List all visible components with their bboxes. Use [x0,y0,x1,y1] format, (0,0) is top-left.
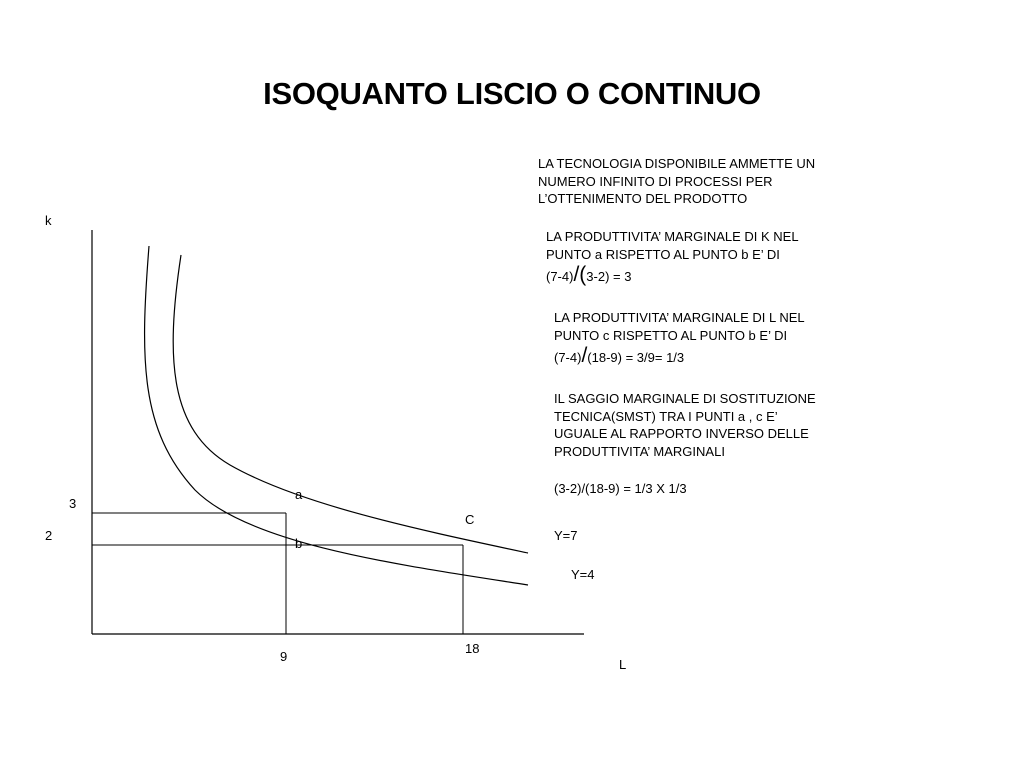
y-tick-3: 3 [69,496,77,511]
note-line: NUMERO INFINITO DI PROCESSI PER [538,173,773,189]
note-line: LA TECNOLOGIA DISPONIBILE AMMETTE UN [538,156,816,171]
note-line: IL SAGGIO MARGINALE DI SOSTITUZIONE [554,391,816,406]
curve-label-y7: Y=7 [554,528,578,543]
slide-title: ISOQUANTO LISCIO O CONTINUO [263,76,761,111]
formula-denominator: (18-9) = 3/9= 1/3 [587,350,685,365]
formula-marginal-product-k [546,263,632,286]
note-marginal-product-l [554,309,805,344]
x-tick-9: 9 [280,649,288,664]
point-c-label: C [465,512,475,527]
note-line: UGUALE AL RAPPORTO INVERSO DELLE [554,426,809,441]
x-axis-label: L [619,657,627,672]
note-line: LA PRODUTTIVITA’ MARGINALE DI L NEL [554,310,805,325]
note-line: LA PRODUTTIVITA’ MARGINALE DI K NEL [546,229,799,244]
note-line: PUNTO a RISPETTO AL PUNTO b E’ DI [546,246,780,262]
point-b-label: b [295,536,303,551]
y-axis-label: k [45,213,52,228]
note-line: TECNICA(SMST) TRA I PUNTI a , c E’ [554,408,778,424]
y-tick-2: 2 [45,528,53,543]
formula-numerator: (7-4) [554,350,582,365]
x-tick-18: 18 [465,641,480,656]
note-smst [554,390,816,460]
note-technology [538,155,815,208]
note-line: PRODUTTIVITA’ MARGINALI [554,443,725,459]
note-line: PUNTO c RISPETTO AL PUNTO b E’ DI [554,327,788,343]
formula-smst: (3-2)/(18-9) = 1/3 X 1/3 [554,481,687,496]
isoquant-upper-curve [173,255,528,553]
formula-slash: / [573,263,580,286]
note-line: L’OTTENIMENTO DEL PRODOTTO [538,191,748,206]
formula-numerator: (7-4) [546,269,574,284]
curve-label-y4: Y=4 [571,567,595,582]
formula-denominator: 3-2) = 3 [586,269,632,284]
formula-open-paren: ( [579,263,587,286]
formula-marginal-product-l [554,344,685,367]
note-marginal-product-k [546,228,799,263]
isoquant-lower-curve [145,246,528,585]
formula-slash: / [581,344,588,367]
point-a-label: a [295,487,303,502]
